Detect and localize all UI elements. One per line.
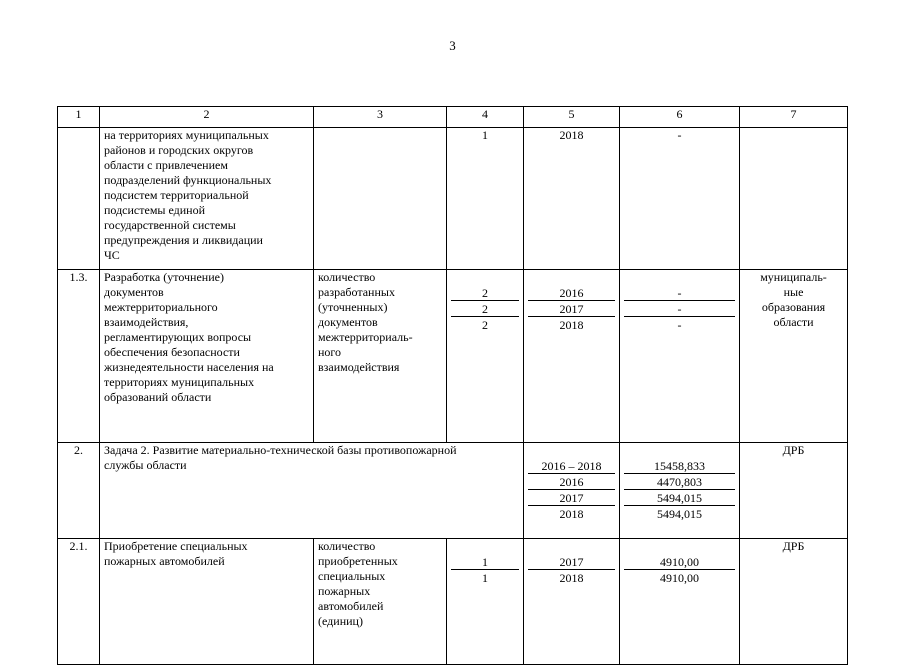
year-cell <box>524 539 620 665</box>
header-row <box>58 107 848 128</box>
task-name: Задача 2. Развитие материально-технической базы противопожарной службы области <box>100 443 524 539</box>
amount-value: 5494,015 <box>657 507 702 521</box>
amount-value: 4910,00 <box>624 554 735 570</box>
executor-cell: ДРБ <box>740 443 848 539</box>
year-value: 2017 <box>528 554 615 570</box>
table-row <box>58 270 848 443</box>
count-value: 1 <box>482 571 488 585</box>
year-cell: 2018 <box>524 128 620 270</box>
amount-cell: - <box>620 128 740 270</box>
amount-value: 15458,833 <box>624 458 735 474</box>
count-value: 1 <box>451 554 519 570</box>
amount-value: 4910,00 <box>660 571 699 585</box>
year-cell <box>524 443 620 539</box>
year-value: 2016 <box>528 474 615 490</box>
year-value: 2018 <box>559 318 584 332</box>
count-cell <box>447 539 524 665</box>
executor-cell: ДРБ <box>740 539 848 665</box>
indicator-cell: количество приобретенных специальных пожарных автомобилей (единиц) <box>314 539 447 665</box>
amount-value: - <box>624 301 735 317</box>
year-value: 2017 <box>528 490 615 506</box>
row-number <box>58 128 100 270</box>
year-value: 2018 <box>559 571 584 585</box>
row-number: 2.1. <box>58 539 100 665</box>
year-value: 2016 <box>528 285 615 301</box>
amount-cell <box>620 539 740 665</box>
amount-value: 4470,803 <box>624 474 735 490</box>
header-cell: 4 <box>447 107 524 128</box>
amount-cell <box>620 270 740 443</box>
amount-value: - <box>624 285 735 301</box>
count-value: 2 <box>482 318 488 332</box>
count-cell: 1 <box>447 128 524 270</box>
amount-cell <box>620 443 740 539</box>
measure-name: Приобретение специальных пожарных автомобилей <box>100 539 314 665</box>
header-cell: 3 <box>314 107 447 128</box>
count-value: 2 <box>451 301 519 317</box>
table-row <box>58 539 848 665</box>
indicator-cell <box>314 128 447 270</box>
table-row <box>58 128 848 270</box>
measure-name: на территориях муниципальных районов и городских округов области с привлечением подразделений функциональных подсистем территориальной подсистемы единой государственной системы предупреждения и ликвидации ЧС <box>100 128 314 270</box>
header-cell: 2 <box>100 107 314 128</box>
table-row <box>58 443 848 539</box>
row-number: 2. <box>58 443 100 539</box>
count-value: 2 <box>451 285 519 301</box>
header-cell: 5 <box>524 107 620 128</box>
year-value: 2016 – 2018 <box>528 458 615 474</box>
header-cell: 1 <box>58 107 100 128</box>
count-cell <box>447 270 524 443</box>
page-number: 3 <box>449 38 456 53</box>
amount-value: 5494,015 <box>624 490 735 506</box>
program-table <box>57 106 848 665</box>
header-cell: 6 <box>620 107 740 128</box>
row-number: 1.3. <box>58 270 100 443</box>
executor-cell: муниципаль- ные образования области <box>740 270 848 443</box>
amount-value: - <box>677 318 682 332</box>
year-value: 2017 <box>528 301 615 317</box>
year-cell <box>524 270 620 443</box>
year-value: 2018 <box>559 507 584 521</box>
executor-cell <box>740 128 848 270</box>
indicator-cell: количество разработанных (уточненных) документов межтерриториаль- ного взаимодействия <box>314 270 447 443</box>
measure-name: Разработка (уточнение) документов межтерриториального взаимодействия, регламентирующих вопросы обеспечения безопасности жизнедеятельности населения на территориях муниципальных образований области <box>100 270 314 443</box>
header-cell: 7 <box>740 107 848 128</box>
